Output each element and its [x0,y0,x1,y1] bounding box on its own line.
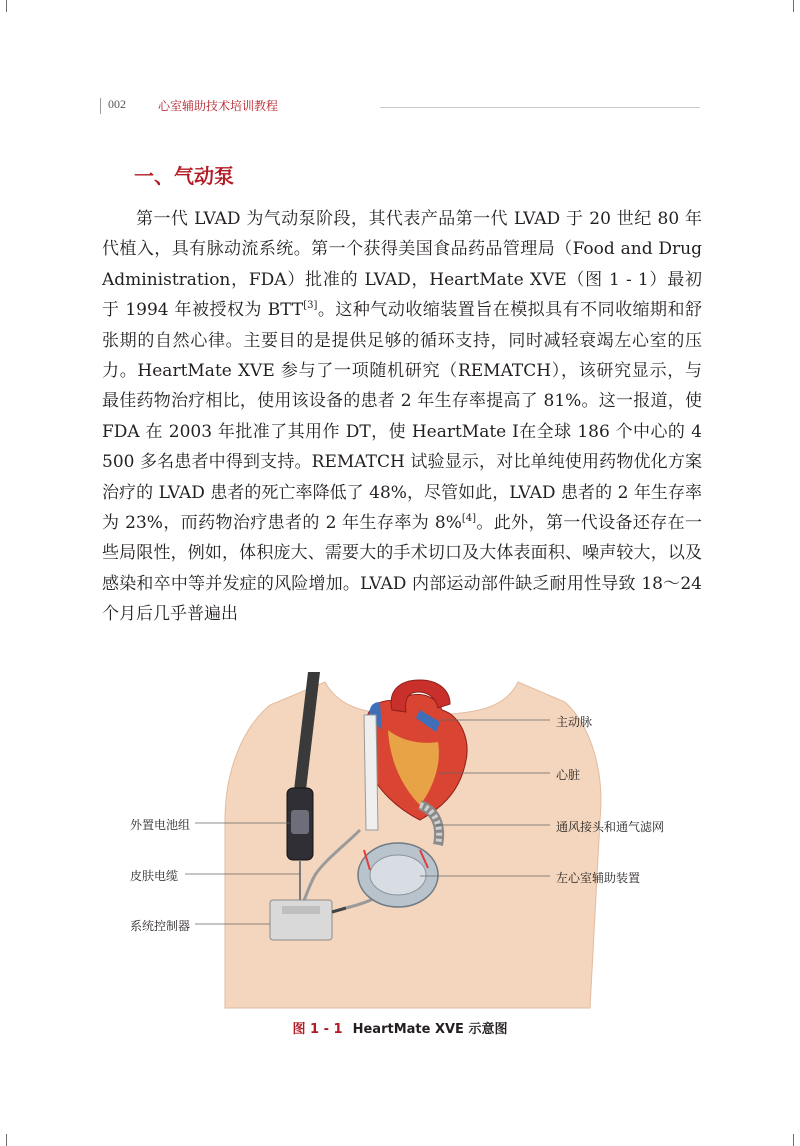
crop-mark [793,1134,794,1146]
paragraph [102,204,702,630]
crop-mark [6,0,7,12]
running-title: 心室辅助技术培训教程 [158,99,279,113]
crop-mark [793,0,794,12]
crop-mark [6,1134,7,1146]
outflow-graft [364,715,378,830]
heartmate-illustration [120,670,700,1010]
page-number: 002 [108,97,126,111]
label-system-controller: 系统控制器 [130,919,191,933]
section-heading: 一、气动泵 [134,164,234,188]
label-skin-cable: 皮肤电缆 [130,869,179,883]
citation-ref: [4] [461,513,477,525]
label-heart: 心脏 [556,768,581,782]
figure-heartmate [120,670,700,1010]
label-battery-pack: 外置电池组 [130,818,191,832]
header-bar [100,98,101,114]
running-header [100,96,700,116]
figure-caption [0,1018,800,1037]
text-run: 。此外，第一代设备还存在一些局限性，例如，体积庞大、需要大的手术切口及大体表面积、噪声较大，以及感染和卒中等并发症的风险增加。LVAD 内部运动部件缺乏耐用性导致 18～24 个月后几乎普遍出 [102,513,703,625]
body-text [102,204,702,630]
label-lvad: 左心室辅助装置 [556,871,641,885]
label-vent-filter: 通风接头和通气滤网 [556,820,665,834]
label-aorta: 主动脉 [556,715,593,729]
figure-title: HeartMate XVE 示意图 [352,1022,508,1037]
text-run: 第一代 LVAD 为气动泵阶段，其代表产品第一代 LVAD 于 20 世纪 80 年代植入，具有脉动流系统。第一个获得美国食品药品管理局（Food and Drug Administration，FDA）批准的 LVAD，HeartMate XVE（图 1 - 1）最初于 1994 年被授权为 BTT [102,209,702,321]
citation-ref: [3] [303,300,318,312]
text-run: 。这种气动收缩装置旨在模拟具有不同收缩期和舒张期的自然心律。主要目的是提供足够的循环支持，同时减轻衰竭左心室的压力。HeartMate XVE 参与了一项随机研究（REMATCH），该研究显示，与最佳药物治疗相比，使用该设备的患者 2 年生存率提高了 81%。这一报道，使 FDA 在 2003 年批准了其用作 DT，使 HeartMate Ⅰ在全球 186 个中心的 4 500 多名患者中得到支持。REMATCH 试验显示，对比单纯使用药物优化方案治疗的 LVAD 患者的死亡率降低了 48%，尽管如此，LVAD 患者的 2 年生存率为 23%，而药物治疗患者的 2 年生存率为 8% [102,300,702,534]
header-rule [380,107,700,108]
figure-number: 图 1 - 1 [292,1022,343,1037]
